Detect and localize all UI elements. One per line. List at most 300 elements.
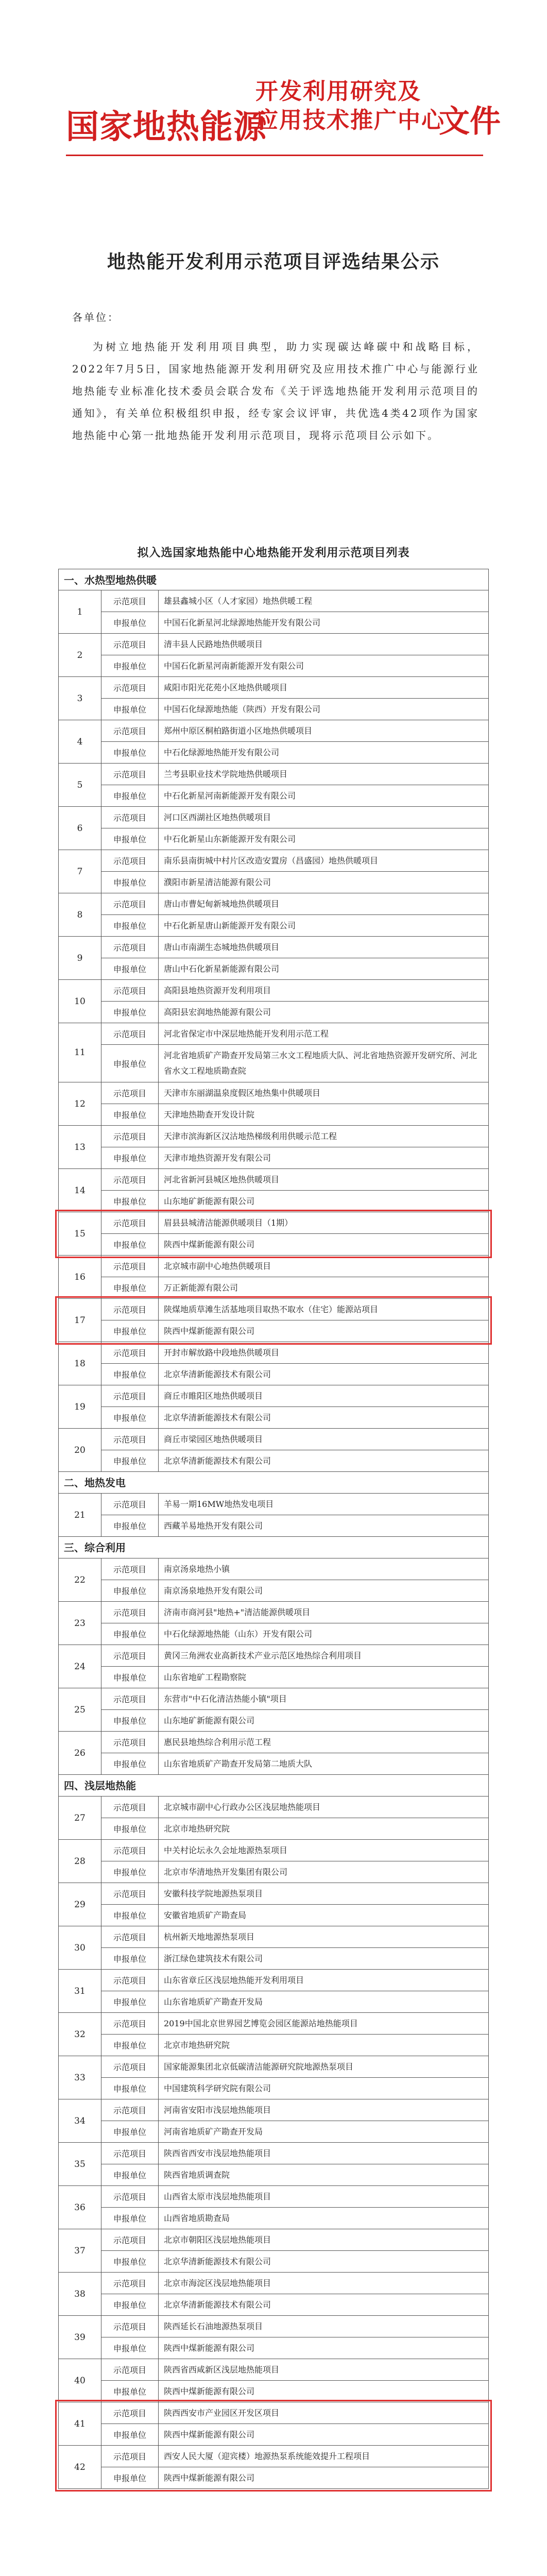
table-row-number: 26 bbox=[59, 1732, 101, 1774]
table-row-number: 15 bbox=[59, 1212, 101, 1255]
table-cell-role: 申报单位 bbox=[101, 1277, 159, 1298]
table-row-number: 2 bbox=[59, 634, 101, 676]
table-cell-role: 申报单位 bbox=[101, 1450, 159, 1471]
table-row bbox=[58, 937, 489, 980]
table-cell-value: 陕煤地质草滩生活基地项目取热不取水（住宅）能源站项目 bbox=[164, 1304, 379, 1314]
table-subrow bbox=[101, 677, 488, 699]
table-row bbox=[58, 1970, 489, 2013]
table-subrow bbox=[101, 2294, 488, 2315]
table-row bbox=[58, 1926, 489, 1970]
table-row-number: 19 bbox=[59, 1385, 101, 1428]
table-subrow bbox=[101, 1515, 488, 1536]
table-row bbox=[58, 1429, 489, 1472]
table-row-details bbox=[101, 1970, 488, 2012]
table-cell-value: 南乐县南街城中村片区改造安置房（昌盛园）地热供暖项目 bbox=[164, 855, 379, 866]
table-cell-role: 申报单位 bbox=[101, 1667, 159, 1688]
table-cell-value: 开封市解放路中段地热供暖项目 bbox=[164, 1347, 280, 1358]
table-cell-role: 示范项目 bbox=[101, 1926, 159, 1947]
table-subrow bbox=[101, 2337, 488, 2359]
table-cell-role: 示范项目 bbox=[101, 2143, 159, 2164]
table-row-details bbox=[101, 2273, 488, 2315]
table-row-number: 9 bbox=[59, 937, 101, 979]
table-cell-value: 山东地矿新能源有限公司 bbox=[164, 1715, 255, 1725]
table-row-number: 23 bbox=[59, 1602, 101, 1645]
table-subrow bbox=[101, 2251, 488, 2272]
table-cell-value: 北京华清新能源技术有限公司 bbox=[164, 1412, 271, 1422]
table-cell-value: 南京汤泉地热开发有限公司 bbox=[164, 1585, 263, 1596]
table-cell-role: 申报单位 bbox=[101, 612, 159, 633]
table-subrow bbox=[101, 2229, 488, 2251]
table-cell-role: 示范项目 bbox=[101, 1645, 159, 1666]
table-row-details bbox=[101, 1883, 488, 1926]
table-subrow bbox=[101, 1494, 488, 1515]
table-cell-value: 北京市地热研究院 bbox=[164, 2040, 230, 2050]
table-subrow bbox=[101, 634, 488, 655]
table-subrow bbox=[101, 807, 488, 828]
table-row bbox=[58, 590, 489, 634]
table-cell-role: 申报单位 bbox=[101, 1948, 159, 1969]
table-row bbox=[58, 850, 489, 893]
table-subrow bbox=[101, 590, 488, 612]
table-row-details bbox=[101, 1688, 488, 1731]
table-cell-role: 申报单位 bbox=[101, 1818, 159, 1839]
table-section-heading: 一、水热型地热供暖 bbox=[58, 569, 489, 590]
table-cell-value: 济南市商河县"地热+"清洁能源供暖项目 bbox=[164, 1607, 311, 1617]
table-subrow bbox=[101, 1970, 488, 1991]
table-row-number: 38 bbox=[59, 2273, 101, 2315]
table-cell-value: 国家能源集团北京低碳清洁能源研究院地源热泵项目 bbox=[164, 2061, 354, 2072]
table-cell-value: 陕西省西咸新区浅层地热能项目 bbox=[164, 2364, 280, 2375]
table-cell-role: 申报单位 bbox=[101, 742, 159, 763]
table-row-number: 41 bbox=[59, 2402, 101, 2445]
table-cell-value: 西安人民大厦（迎宾楼）地源热泵系统能效提升工程项目 bbox=[164, 2451, 370, 2461]
table-cell-role: 示范项目 bbox=[101, 2446, 159, 2467]
table-subrow bbox=[101, 893, 488, 915]
table-subrow bbox=[101, 2381, 488, 2402]
table-row bbox=[58, 1645, 489, 1688]
table-row bbox=[58, 1494, 489, 1537]
table-row-number: 39 bbox=[59, 2316, 101, 2359]
table-cell-role: 示范项目 bbox=[101, 1602, 159, 1623]
table-subrow bbox=[101, 1645, 488, 1667]
table-row bbox=[58, 2229, 489, 2273]
table-row-details bbox=[101, 893, 488, 936]
table-cell-value: 中石化新星唐山新能源开发有限公司 bbox=[164, 920, 296, 930]
table-cell-value: 羊易一期16MW地热发电项目 bbox=[164, 1499, 274, 1509]
table-row-number: 21 bbox=[59, 1494, 101, 1536]
table-cell-value: 山东省地质矿产勘查开发局第二地质大队 bbox=[164, 1758, 313, 1769]
table-row-number: 5 bbox=[59, 764, 101, 806]
table-row-details bbox=[101, 807, 488, 850]
table-cell-value: 河南省安阳市浅层地热能项目 bbox=[164, 2105, 271, 2115]
table-row bbox=[58, 807, 489, 850]
table-cell-role: 示范项目 bbox=[101, 1797, 159, 1818]
table-row bbox=[58, 2186, 489, 2229]
table-subrow bbox=[101, 1818, 488, 1839]
table-cell-value: 山西省地质勘查局 bbox=[164, 2213, 230, 2223]
table-row-details bbox=[101, 2056, 488, 2099]
table-cell-role: 示范项目 bbox=[101, 1342, 159, 1363]
table-subrow bbox=[101, 2273, 488, 2294]
table-cell-value: 山东省章丘区浅层地热能开发利用项目 bbox=[164, 1975, 304, 1985]
table-subrow bbox=[101, 2186, 488, 2208]
table-row-number: 27 bbox=[59, 1797, 101, 1839]
table-cell-role: 示范项目 bbox=[101, 1429, 159, 1450]
table-subrow bbox=[101, 1710, 488, 1731]
table-cell-role: 示范项目 bbox=[101, 2013, 159, 2034]
table-subrow bbox=[101, 1797, 488, 1818]
table-cell-role: 申报单位 bbox=[101, 1623, 159, 1645]
table-row-number: 37 bbox=[59, 2229, 101, 2272]
table-cell-value: 北京华清新能源技术有限公司 bbox=[164, 1369, 271, 1379]
table-cell-value: 河北省新河县城区地热供暖项目 bbox=[164, 1174, 280, 1184]
list-title: 拟入选国家地热能中心地热能开发利用示范项目列表 bbox=[137, 546, 410, 560]
table-cell-role: 示范项目 bbox=[101, 764, 159, 785]
table-subrow bbox=[101, 1256, 488, 1277]
table-cell-value: 北京华清新能源技术有限公司 bbox=[164, 2299, 271, 2310]
table-subrow bbox=[101, 1277, 488, 1298]
table-subrow bbox=[101, 1023, 488, 1045]
letterhead-line-1: 开发利用研究及 bbox=[255, 78, 421, 105]
table-subrow bbox=[101, 1602, 488, 1623]
table-subrow bbox=[101, 2013, 488, 2035]
table-row bbox=[58, 1126, 489, 1169]
table-row-number: 20 bbox=[59, 1429, 101, 1471]
table-cell-role: 示范项目 bbox=[101, 1494, 159, 1515]
table-row-details bbox=[101, 1558, 488, 1601]
table-cell-role: 申报单位 bbox=[101, 1580, 159, 1601]
table-row bbox=[58, 1256, 489, 1299]
table-cell-role: 申报单位 bbox=[101, 2251, 159, 2272]
table-cell-value: 陕西中煤新能源有限公司 bbox=[164, 2472, 255, 2483]
table-subrow bbox=[101, 1623, 488, 1645]
table-cell-value: 濮阳市新星清洁能源有限公司 bbox=[164, 877, 271, 887]
table-cell-role: 申报单位 bbox=[101, 1407, 159, 1428]
table-cell-role: 示范项目 bbox=[101, 1299, 159, 1320]
table-cell-role: 申报单位 bbox=[101, 828, 159, 850]
table-cell-value: 商丘市睢阳区地热供暖项目 bbox=[164, 1391, 263, 1401]
table-cell-value: 陕西省西安市浅层地热能项目 bbox=[164, 2148, 271, 2158]
table-row-number: 12 bbox=[59, 1082, 101, 1125]
table-row-details bbox=[101, 764, 488, 806]
table-row-number: 34 bbox=[59, 2099, 101, 2142]
table-row bbox=[58, 720, 489, 764]
table-cell-value: 陕西西安市产业园区开发区项目 bbox=[164, 2408, 280, 2418]
table-cell-role: 示范项目 bbox=[101, 2186, 159, 2207]
table-cell-value: 高阳县宏润地热能源有限公司 bbox=[164, 1007, 271, 1017]
table-subrow bbox=[101, 2056, 488, 2078]
table-row bbox=[58, 1023, 489, 1082]
table-row-details bbox=[101, 1082, 488, 1125]
table-cell-value: 北京城市副中心地热供暖项目 bbox=[164, 1261, 271, 1271]
table-cell-role: 示范项目 bbox=[101, 1840, 159, 1861]
table-cell-value: 万正新能源有限公司 bbox=[164, 1282, 238, 1293]
table-subrow bbox=[101, 2359, 488, 2381]
table-cell-role: 示范项目 bbox=[101, 1883, 159, 1904]
letterhead-doc-label: 文件 bbox=[439, 104, 501, 140]
table-subrow bbox=[101, 958, 488, 979]
table-row-details bbox=[101, 2013, 488, 2056]
table-cell-value: 北京华清新能源技术有限公司 bbox=[164, 2256, 271, 2266]
table-cell-value: 郑州中原区桐柏路街道小区地热供暖项目 bbox=[164, 725, 313, 736]
table-cell-value: 商丘市梁园区地热供暖项目 bbox=[164, 1434, 263, 1444]
table-row-number: 4 bbox=[59, 720, 101, 763]
table-row-number: 30 bbox=[59, 1926, 101, 1969]
table-subrow bbox=[101, 742, 488, 763]
table-cell-value: 黄冈三角洲农业高新技术产业示范区地热综合利用项目 bbox=[164, 1650, 362, 1660]
table-subrow bbox=[101, 1082, 488, 1104]
table-row-details bbox=[101, 1602, 488, 1645]
table-cell-role: 申报单位 bbox=[101, 2294, 159, 2315]
table-subrow bbox=[101, 1948, 488, 1969]
table-cell-value: 南京汤泉地热小镇 bbox=[164, 1564, 230, 1574]
table-row bbox=[58, 2056, 489, 2099]
table-cell-value: 陕西中煤新能源有限公司 bbox=[164, 1326, 255, 1336]
table-row-number: 29 bbox=[59, 1883, 101, 1926]
table-cell-role: 示范项目 bbox=[101, 677, 159, 698]
table-row-details bbox=[101, 1169, 488, 1212]
table-section-heading: 二、地热发电 bbox=[58, 1472, 489, 1494]
table-cell-role: 示范项目 bbox=[101, 2273, 159, 2294]
highlight-frame bbox=[55, 2400, 492, 2492]
table-subrow bbox=[101, 2164, 488, 2185]
table-cell-role: 申报单位 bbox=[101, 872, 159, 893]
table-cell-role: 申报单位 bbox=[101, 2424, 159, 2445]
table-cell-role: 申报单位 bbox=[101, 1753, 159, 1774]
table-cell-role: 示范项目 bbox=[101, 2056, 159, 2077]
table-row-number: 36 bbox=[59, 2186, 101, 2229]
table-row-details bbox=[101, 1494, 488, 1536]
table-subrow bbox=[101, 2316, 488, 2337]
table-subrow bbox=[101, 785, 488, 806]
table-row bbox=[58, 1732, 489, 1775]
table-cell-value: 清丰县人民路地热供暖项目 bbox=[164, 639, 263, 649]
table-cell-role: 申报单位 bbox=[101, 1364, 159, 1385]
table-subrow bbox=[101, 1753, 488, 1774]
table-row bbox=[58, 2273, 489, 2316]
table-cell-value: 浙江绿色建筑技术有限公司 bbox=[164, 1953, 263, 1963]
table-cell-role: 申报单位 bbox=[101, 699, 159, 720]
table-cell-value: 陕西中煤新能源有限公司 bbox=[164, 2343, 255, 2353]
table-cell-value: 眉县县城清洁能源供暖项目（1期） bbox=[164, 1217, 293, 1228]
table-row-number: 40 bbox=[59, 2359, 101, 2402]
table-subrow bbox=[101, 1667, 488, 1688]
table-cell-value: 陕西中煤新能源有限公司 bbox=[164, 2429, 255, 2439]
table-row-details bbox=[101, 2359, 488, 2402]
table-row bbox=[58, 893, 489, 937]
table-cell-role: 示范项目 bbox=[101, 1558, 159, 1580]
table-cell-role: 申报单位 bbox=[101, 1861, 159, 1883]
table-row-number: 22 bbox=[59, 1558, 101, 1601]
table-cell-role: 申报单位 bbox=[101, 2078, 159, 2099]
table-cell-role: 申报单位 bbox=[101, 1905, 159, 1926]
table-subrow bbox=[101, 2208, 488, 2229]
table-row-details bbox=[101, 590, 488, 633]
table-cell-value: 天津市东丽湖温泉度假区地热集中供暖项目 bbox=[164, 1088, 321, 1098]
table-subrow bbox=[101, 699, 488, 720]
table-row-number: 14 bbox=[59, 1169, 101, 1212]
table-cell-value: 北京市华清地热开发集团有限公司 bbox=[164, 1867, 288, 1877]
table-cell-value: 陕西延长石油地源热泵项目 bbox=[164, 2321, 263, 2331]
table-cell-role: 示范项目 bbox=[101, 1126, 159, 1147]
table-row-number: 32 bbox=[59, 2013, 101, 2056]
table-cell-role: 申报单位 bbox=[101, 1002, 159, 1023]
table-subrow bbox=[101, 1991, 488, 2012]
table-row bbox=[58, 677, 489, 720]
table-cell-value: 天津市滨海新区汉沽地热梯级利用供暖示范工程 bbox=[164, 1131, 337, 1141]
highlight-frame bbox=[55, 1210, 492, 1258]
table-row-details bbox=[101, 1256, 488, 1298]
table-cell-role: 申报单位 bbox=[101, 2164, 159, 2185]
table-subrow bbox=[101, 828, 488, 850]
table-row-details bbox=[101, 1385, 488, 1428]
table-cell-role: 示范项目 bbox=[101, 1169, 159, 1190]
table-row bbox=[58, 1558, 489, 1602]
table-cell-role: 申报单位 bbox=[101, 1991, 159, 2012]
table-subrow bbox=[101, 850, 488, 872]
table-subrow bbox=[101, 655, 488, 676]
table-cell-role: 示范项目 bbox=[101, 893, 159, 914]
table-cell-role: 申报单位 bbox=[101, 1234, 159, 1255]
table-subrow bbox=[101, 1045, 488, 1082]
table-row-number: 6 bbox=[59, 807, 101, 850]
table-row-number: 16 bbox=[59, 1256, 101, 1298]
table-cell-value: 东营市"中石化清洁热能小镇"项目 bbox=[164, 1693, 287, 1704]
table-cell-value: 雄县鑫城小区（人才家园）地热供暖工程 bbox=[164, 596, 313, 606]
table-row bbox=[58, 2316, 489, 2359]
table-row-details bbox=[101, 1342, 488, 1385]
table-row bbox=[58, 2099, 489, 2143]
table-subrow bbox=[101, 2099, 488, 2121]
table-row bbox=[58, 1342, 489, 1385]
table-row-number: 42 bbox=[59, 2446, 101, 2488]
table-row-details bbox=[101, 1429, 488, 1471]
table-row-details bbox=[101, 1126, 488, 1168]
table-cell-role: 示范项目 bbox=[101, 1970, 159, 1991]
table-section-heading: 四、浅层地热能 bbox=[58, 1775, 489, 1797]
table-cell-role: 示范项目 bbox=[101, 980, 159, 1001]
letterhead-line-2: 应用技术推广中心 bbox=[255, 107, 445, 133]
table-row-number: 11 bbox=[59, 1023, 101, 1082]
table-cell-role: 示范项目 bbox=[101, 1082, 159, 1104]
table-row bbox=[58, 1883, 489, 1926]
table-cell-role: 申报单位 bbox=[101, 1191, 159, 1212]
table-cell-role: 示范项目 bbox=[101, 1212, 159, 1233]
table-cell-role: 申报单位 bbox=[101, 1515, 159, 1536]
table-cell-value: 唐山中石化新星新能源有限公司 bbox=[164, 963, 280, 974]
table-cell-role: 示范项目 bbox=[101, 2229, 159, 2250]
table-row-number: 25 bbox=[59, 1688, 101, 1731]
table-subrow bbox=[101, 1385, 488, 1407]
table-cell-role: 示范项目 bbox=[101, 1732, 159, 1753]
table-subrow bbox=[101, 1688, 488, 1710]
table-subrow bbox=[101, 2035, 488, 2056]
table-cell-role: 申报单位 bbox=[101, 915, 159, 936]
table-cell-role: 示范项目 bbox=[101, 807, 159, 828]
table-subrow bbox=[101, 764, 488, 785]
table-cell-role: 申报单位 bbox=[101, 2121, 159, 2142]
table-subrow bbox=[101, 980, 488, 1002]
table-cell-role: 示范项目 bbox=[101, 937, 159, 958]
table-cell-value: 杭州新天地地源热泵项目 bbox=[164, 1931, 255, 1942]
table-cell-value: 河北省保定市中深层地热能开发利用示范工程 bbox=[164, 1028, 329, 1039]
table-cell-value: 中石化新星河南新能源开发有限公司 bbox=[164, 790, 296, 801]
table-cell-value: 天津地热勘查开发设计院 bbox=[164, 1109, 255, 1120]
table-cell-value: 河口区西湖社区地热供暖项目 bbox=[164, 812, 271, 822]
table-row-number: 13 bbox=[59, 1126, 101, 1168]
table-row bbox=[58, 1797, 489, 1840]
table-row bbox=[58, 2013, 489, 2056]
table-cell-role: 示范项目 bbox=[101, 1385, 159, 1406]
project-table bbox=[58, 569, 489, 2489]
table-row-details bbox=[101, 2229, 488, 2272]
table-cell-role: 申报单位 bbox=[101, 2337, 159, 2359]
table-cell-role: 申报单位 bbox=[101, 1104, 159, 1125]
table-row-number: 33 bbox=[59, 2056, 101, 2099]
table-row bbox=[58, 980, 489, 1023]
table-row bbox=[58, 764, 489, 807]
table-row-details bbox=[101, 2186, 488, 2229]
table-cell-role: 申报单位 bbox=[101, 2381, 159, 2402]
table-cell-value: 山东省地矿工程勘察院 bbox=[164, 1672, 247, 1682]
table-subrow bbox=[101, 1580, 488, 1601]
table-cell-role: 申报单位 bbox=[101, 958, 159, 979]
table-cell-role: 申报单位 bbox=[101, 655, 159, 676]
table-cell-value: 北京市海淀区浅层地热能项目 bbox=[164, 2278, 271, 2288]
table-row bbox=[58, 1688, 489, 1732]
table-cell-value: 河南省地质矿产勘查开发局 bbox=[164, 2126, 263, 2137]
letterhead bbox=[0, 0, 547, 165]
table-cell-role: 申报单位 bbox=[101, 2035, 159, 2056]
table-cell-role: 示范项目 bbox=[101, 2316, 159, 2337]
table-cell-value: 高阳县地热资源开发利用项目 bbox=[164, 985, 271, 995]
table-row bbox=[58, 2359, 489, 2402]
table-cell-role: 示范项目 bbox=[101, 1256, 159, 1277]
table-row bbox=[58, 1169, 489, 1212]
table-cell-role: 示范项目 bbox=[101, 2402, 159, 2424]
table-cell-role: 示范项目 bbox=[101, 1688, 159, 1709]
table-cell-role: 申报单位 bbox=[101, 785, 159, 806]
table-cell-role: 示范项目 bbox=[101, 2099, 159, 2121]
table-subrow bbox=[101, 1732, 488, 1753]
table-cell-value: 中石化绿源地热能开发有限公司 bbox=[164, 747, 280, 757]
table-row-details bbox=[101, 634, 488, 676]
table-subrow bbox=[101, 1364, 488, 1385]
table-row-number: 10 bbox=[59, 980, 101, 1023]
table-row bbox=[58, 1082, 489, 1126]
table-subrow bbox=[101, 1147, 488, 1168]
table-row-details bbox=[101, 2316, 488, 2359]
table-cell-value: 惠民县地热综合利用示范工程 bbox=[164, 1737, 271, 1747]
table-cell-value: 山东地矿新能源有限公司 bbox=[164, 1196, 255, 1206]
letterhead-red-rule bbox=[66, 155, 483, 156]
table-row-number: 28 bbox=[59, 1840, 101, 1883]
table-subrow bbox=[101, 612, 488, 633]
table-row-number: 8 bbox=[59, 893, 101, 936]
salutation: 各单位： bbox=[72, 311, 119, 324]
table-row-number: 18 bbox=[59, 1342, 101, 1385]
table-cell-role: 示范项目 bbox=[101, 850, 159, 871]
table-row-details bbox=[101, 850, 488, 893]
table-section-heading: 三、综合利用 bbox=[58, 1537, 489, 1558]
table-subrow bbox=[101, 1169, 488, 1191]
table-row-details bbox=[101, 2143, 488, 2185]
table-cell-role: 申报单位 bbox=[101, 1710, 159, 1731]
table-cell-value: 兰考县职业技术学院地热供暖项目 bbox=[164, 769, 288, 779]
table-cell-role: 申报单位 bbox=[101, 1320, 159, 1342]
table-subrow bbox=[101, 1407, 488, 1428]
table-subrow bbox=[101, 1126, 488, 1147]
